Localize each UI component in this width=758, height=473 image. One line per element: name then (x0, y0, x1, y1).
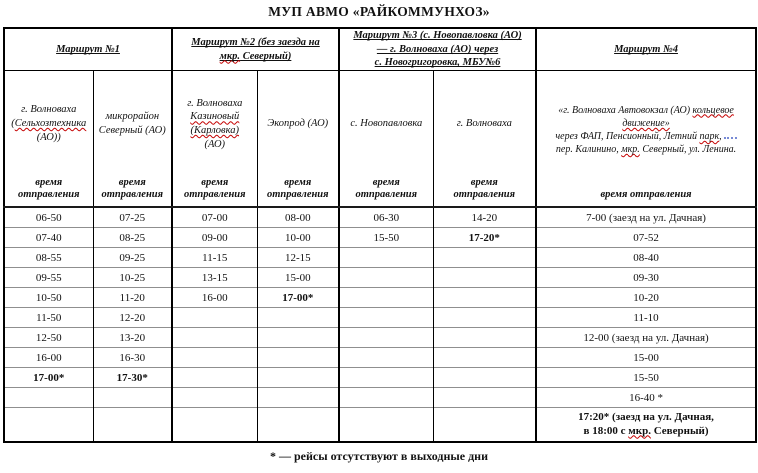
spellcheck-word: мкр. (628, 424, 651, 437)
time-cell: 11-50 (4, 308, 93, 328)
route4-title: Маршрут №4 (614, 43, 678, 55)
time-cell: 10-00 (257, 228, 339, 248)
departure-time-label: время отправления (266, 176, 329, 200)
time-cell: 07-52 (536, 228, 756, 248)
time-cell: 08-00 (257, 207, 339, 228)
departure-time-label: время отправления (355, 176, 418, 200)
time-cell (433, 348, 536, 368)
time-cell: 15-00 (257, 268, 339, 288)
table-row (4, 348, 756, 368)
departure-time-label: время отправления (600, 188, 692, 200)
spellcheck-word: парк (699, 130, 720, 142)
route1-header (4, 28, 172, 71)
table-row (4, 288, 756, 308)
time-cell (433, 308, 536, 328)
departure-time-label: время отправления (17, 176, 80, 200)
route3-header: Маршрут №3 (с. Новопавловка (АО) — г. Волноваха (АО) через с. Новогригоровка, МБУ№6 (339, 28, 536, 71)
time-cell (339, 248, 433, 268)
time-cell (257, 328, 339, 348)
route1-title: Маршрут №1 (56, 43, 120, 55)
spellcheck-word: мкр. (219, 50, 241, 62)
table-row (4, 207, 756, 228)
station-cell-3 (172, 71, 257, 208)
station-header-row (4, 71, 756, 208)
station-cell-1 (4, 71, 93, 208)
time-cell: 16-40 * (536, 388, 756, 408)
time-cell (433, 388, 536, 408)
time-cell (339, 288, 433, 308)
time-cell: 06-50 (4, 207, 93, 228)
table-row (4, 248, 756, 268)
spellcheck-word: движение» (622, 117, 670, 129)
time-cell (433, 328, 536, 348)
time-cell: 07-25 (93, 207, 172, 228)
station-cell-4 (257, 71, 339, 208)
time-cell (433, 368, 536, 388)
time-cell (257, 388, 339, 408)
table-row (4, 368, 756, 388)
time-cell (172, 388, 257, 408)
time-cell: 09-25 (93, 248, 172, 268)
station-cell-7 (536, 71, 756, 208)
time-cell: 11-10 (536, 308, 756, 328)
time-cell (339, 388, 433, 408)
time-cell: 16-00 (172, 288, 257, 308)
time-cell (339, 408, 433, 443)
time-cell: 17:20* (заезд на ул. Дачная, в 18:00 с мкр. Северный) (536, 408, 756, 443)
table-row (4, 328, 756, 348)
station-name: г. Волноваха (Сельхозтехника (АО)) (11, 104, 87, 143)
spellcheck-word: Казиновый (190, 111, 240, 123)
time-cell: 16-00 (4, 348, 93, 368)
time-cell: 17-00* (257, 288, 339, 308)
table-row (4, 308, 756, 328)
time-cell: 16-30 (93, 348, 172, 368)
time-cell: 15-00 (536, 348, 756, 368)
time-cell: 15-50 (536, 368, 756, 388)
station-name: г. Волноваха Казиновый (Карловка) (АО) (187, 97, 243, 150)
departure-time-label: время отправления (183, 176, 246, 200)
time-cell: 08-40 (536, 248, 756, 268)
spellcheck-word: кольцевое (692, 104, 734, 116)
station-cell-2 (93, 71, 172, 208)
time-cell (257, 348, 339, 368)
time-cell (257, 368, 339, 388)
route4-header (536, 28, 756, 71)
footnote: * — рейсы отсутствуют в выходные дни (269, 449, 488, 463)
time-cell: 09-30 (536, 268, 756, 288)
time-cell: 17-00* (4, 368, 93, 388)
time-cell: 11-20 (93, 288, 172, 308)
schedule-table (3, 27, 757, 443)
time-cell (433, 268, 536, 288)
time-cell (4, 408, 93, 443)
station-cell-6 (433, 71, 536, 208)
time-cell: 7-00 (заезд на ул. Дачная) (536, 207, 756, 228)
time-cell: 08-55 (4, 248, 93, 268)
spellcheck-word: мкр. (621, 144, 640, 156)
time-cell (339, 348, 433, 368)
table-row (4, 228, 756, 248)
time-cell (257, 308, 339, 328)
station-name: Экопрод (АО) (267, 118, 329, 130)
time-cell (172, 368, 257, 388)
time-cell: 13-20 (93, 328, 172, 348)
table-row (4, 408, 756, 443)
table-row (4, 388, 756, 408)
station-name: г. Волноваха (456, 118, 512, 130)
time-cell: 10-20 (536, 288, 756, 308)
route-header-row (4, 28, 756, 71)
time-cell: 09-55 (4, 268, 93, 288)
departure-time-label: время отправления (101, 176, 164, 200)
spellcheck-word: Сельхозтехника (14, 118, 87, 130)
time-cell: 10-25 (93, 268, 172, 288)
spellcheck-word: (Карловка) (190, 124, 239, 136)
time-cell (433, 248, 536, 268)
time-cell (172, 408, 257, 443)
time-cell (339, 368, 433, 388)
time-cell: 12-00 (заезд на ул. Дачная) (536, 328, 756, 348)
time-cell: 13-15 (172, 268, 257, 288)
time-cell (339, 328, 433, 348)
time-cell: 06-30 (339, 207, 433, 228)
time-cell: 12-20 (93, 308, 172, 328)
station-name: микрорайон Северный (АО) (98, 111, 166, 136)
time-cell (172, 328, 257, 348)
time-cell: 09-00 (172, 228, 257, 248)
page-title: МУП АВМО «РАЙКОММУНХОЗ» (268, 4, 490, 19)
time-cell (433, 288, 536, 308)
station-name: с. Новопавловка (350, 118, 423, 130)
time-cell (93, 388, 172, 408)
time-cell (172, 308, 257, 328)
time-cell: 08-25 (93, 228, 172, 248)
time-cell: 17-20* (433, 228, 536, 248)
time-cell (4, 388, 93, 408)
time-cell (433, 408, 536, 443)
time-cell: 10-50 (4, 288, 93, 308)
time-cell (339, 308, 433, 328)
time-cell: 07-40 (4, 228, 93, 248)
schedule-body (4, 207, 756, 442)
time-cell: 14-20 (433, 207, 536, 228)
station-name: «г. Волноваха Автовокзал (АО) кольцевое движение» через ФАП, Пенсионный, Летний парк, пер. Калинино, мкр. Северный, ул. Ленина. (555, 104, 737, 156)
route2-header: Маршрут №2 (без заезда на мкр. Северный) (172, 28, 339, 71)
time-cell (339, 268, 433, 288)
time-cell (257, 408, 339, 443)
time-cell: 12-50 (4, 328, 93, 348)
time-cell: 15-50 (339, 228, 433, 248)
time-cell: 17-30* (93, 368, 172, 388)
time-cell: 11-15 (172, 248, 257, 268)
table-row (4, 268, 756, 288)
station-cell-5 (339, 71, 433, 208)
time-cell: 07-00 (172, 207, 257, 228)
time-cell: 12-15 (257, 248, 339, 268)
time-cell (172, 348, 257, 368)
departure-time-label: время отправления (453, 176, 516, 200)
time-cell (93, 408, 172, 443)
grammar-mark (724, 133, 737, 139)
